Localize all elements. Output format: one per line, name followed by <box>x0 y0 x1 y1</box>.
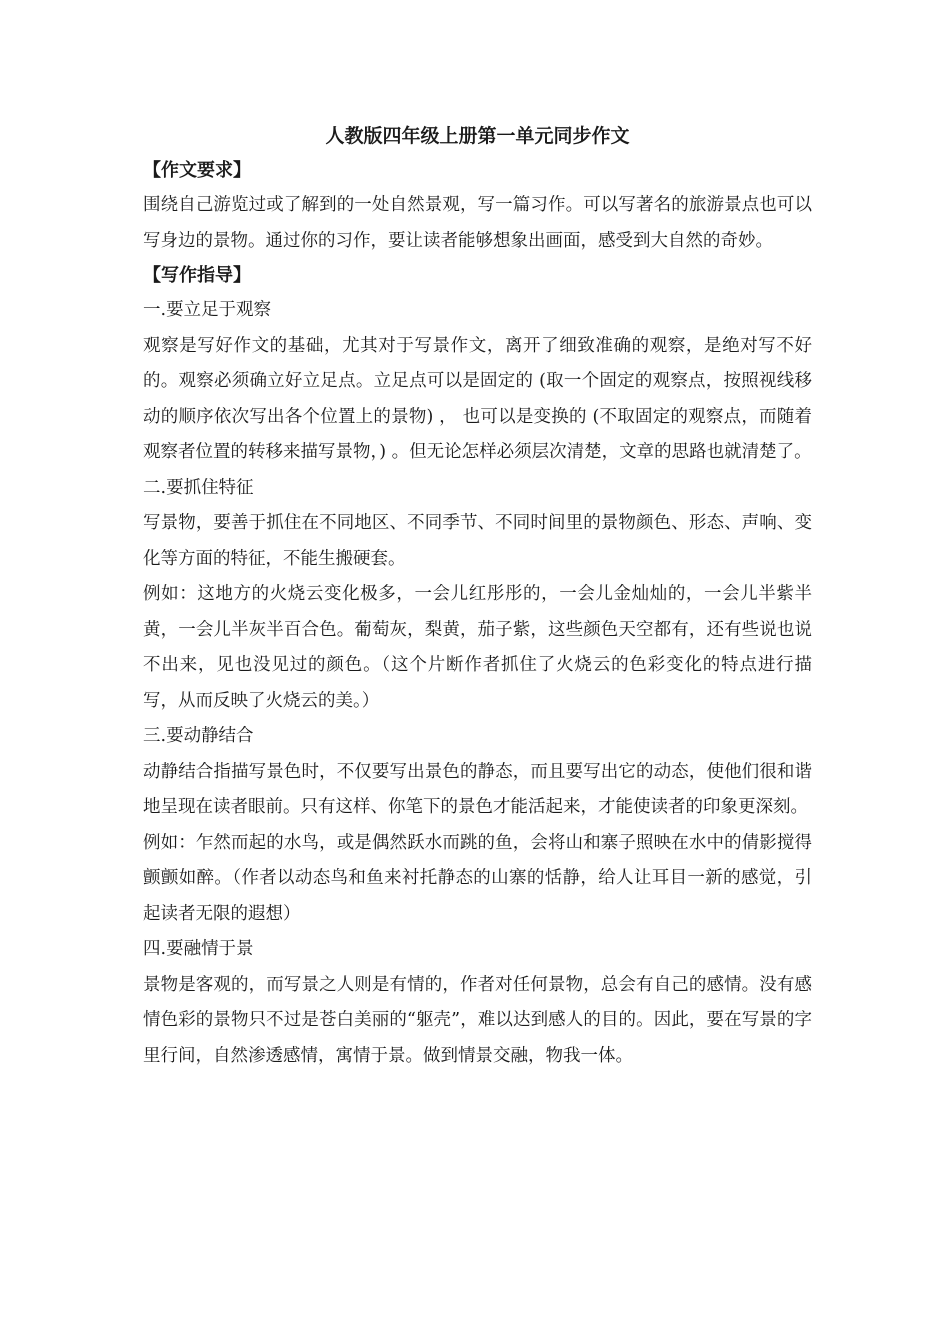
guidance-section-4-title: 四.要融情于景 <box>143 939 254 959</box>
guidance-section-2-example: 例如：这地方的火烧云变化极多，一会儿红彤彤的，一会儿金灿灿的，一会儿半紫半黄，一会儿半灰半百合色。葡萄灰，梨黄，茄子紫，这些颜色天空都有，还有些说也说不出来，见也没见过的颜色。（这个片断作者抓住了火烧云的色彩变化的特点进行描写，从而反映了火烧云的美。） <box>143 584 812 711</box>
guidance-section-1-title: 一.要立足于观察 <box>143 300 272 320</box>
guidance-section-1-paragraph-1: 观察是写好作文的基础，尤其对于写景作文，离开了细致准确的观察，是绝对写不好的。观察必须确立好立足点。立足点可以是固定的 (取一个固定的观察点，按照视线移动的顺序依次写出各个位置上的景物) ， 也可以是变换的 (不取固定的观察点，而随着观察者位置的转移来描写景物，) 。但无论怎样必须层次清楚，文章的思路也就清楚了。 <box>143 335 812 462</box>
document-title: 人教版四年级上册第一单元同步作文 <box>325 125 630 147</box>
guidance-section-2-paragraph-1: 写景物，要善于抓住在不同地区、不同季节、不同时间里的景物颜色、形态、声响、变化等方面的特征，不能生搬硬套。 <box>143 513 812 569</box>
requirements-heading: 【作文要求】 <box>143 160 251 181</box>
guidance-section-3-paragraph-1: 动静结合指描写景色时，不仅要写出景色的静态，而且要写出它的动态，使他们很和谐地呈现在读者眼前。只有这样、你笔下的景色才能活起来，才能使读者的印象更深刻。 <box>143 761 812 817</box>
guidance-section-2-title: 二.要抓住特征 <box>143 477 254 498</box>
guidance-section-3-title: 三.要动静结合 <box>143 726 254 746</box>
guidance-section-4-paragraph-1: 景物是客观的，而写景之人则是有情的，作者对任何景物，总会有自己的感情。没有感情色彩的景物只不过是苍白美丽的“躯壳”，难以达到感人的目的。因此，要在写景的字里行间，自然渗透感情，寓情于景。做到情景交融，物我一体。 <box>143 974 812 1066</box>
requirements-text: 围绕自己游览过或了解到的一处自然景观，写一篇习作。可以写著名的旅游景点也可以写身边的景物。通过你的习作，要让读者能够想象出画面，感受到大自然的奇妙。 <box>143 195 812 251</box>
guidance-section-3-example: 例如：乍然而起的水鸟，或是偶然跃水而跳的鱼，会将山和寨子照映在水中的倩影搅得颤颤如醉。（作者以动态鸟和鱼来衬托静态的山寨的恬静，给人让耳目一新的感觉，引起读者无限的遐想） <box>143 832 812 924</box>
guidance-heading: 【写作指导】 <box>143 265 251 286</box>
